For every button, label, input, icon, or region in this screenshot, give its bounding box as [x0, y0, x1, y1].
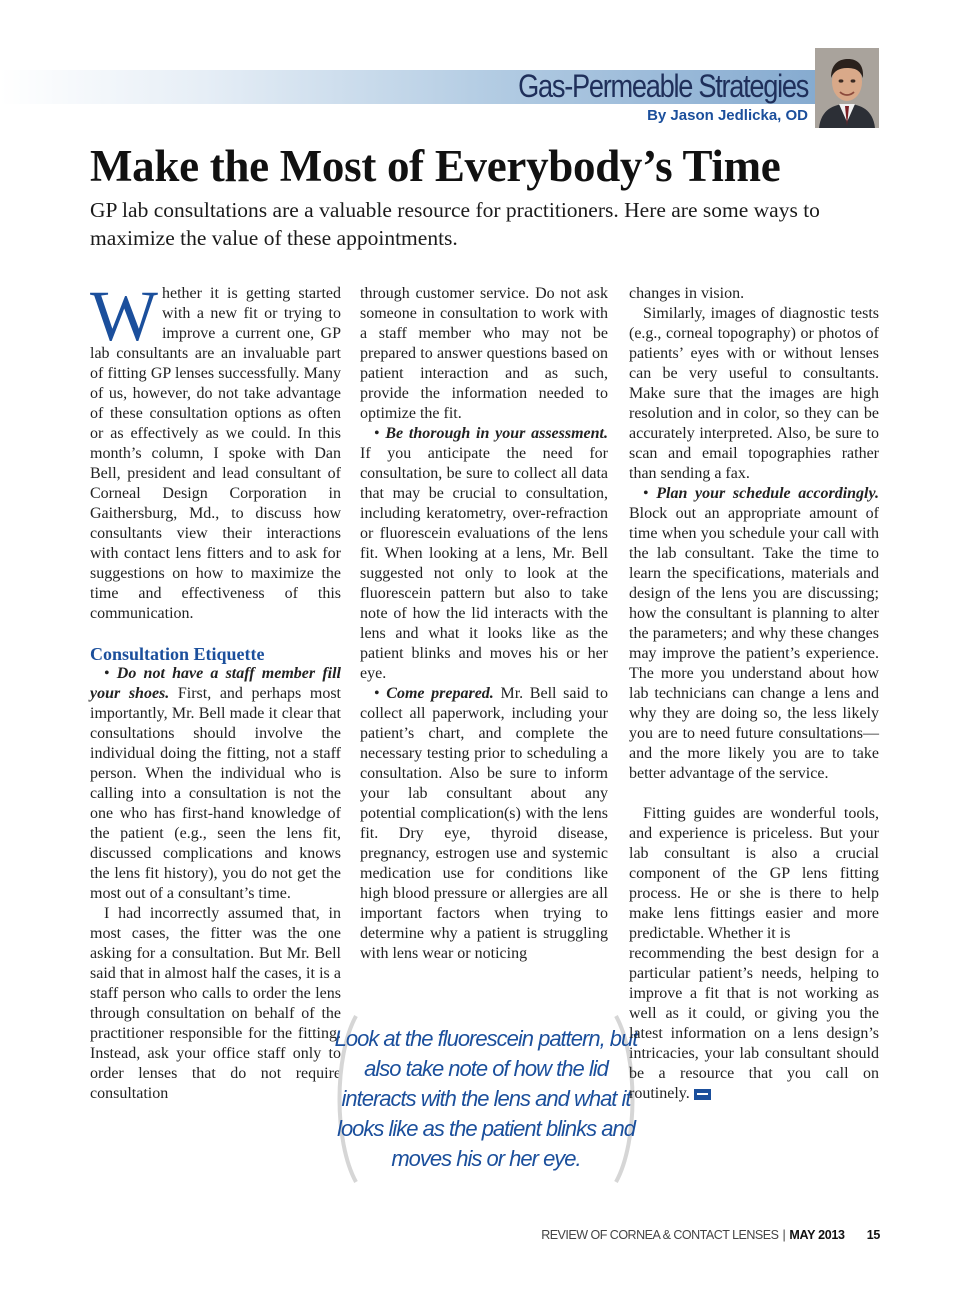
- body-paragraph: changes in vision.: [629, 285, 745, 302]
- bullet-lead: Come prepared.: [386, 685, 494, 702]
- closing-paragraph: Fitting guides are wonderful tools, and experience is priceless. But your lab consultant is also a crucial component of the GP lens fitting process. He or she is there to help make lens fittings easier and more predictable. Whether it is: [629, 805, 879, 942]
- author-byline: By Jason Jedlicka, OD: [647, 107, 808, 124]
- bullet-lead: Plan your schedule accordingly.: [656, 485, 880, 502]
- article-headline: Make the Most of Everybody’s Time: [90, 141, 781, 191]
- bullet-paragraph-prepared: • Come prepared. Mr. Bell said to collect all paperwork, including your patient’s chart, and complete the necessary testing prior to scheduling a consultation. Also be sure to inform your lab consultant about any potential complication(s) with the lens fit. Dry eye, thyroid disease, pregnancy, estrogen use and systemic medication use for conditions like high blood pressure or allergies are all important factors when trying to determine why a patient is struggling with lens wear or noticing: [360, 685, 609, 962]
- drop-cap: W: [90, 276, 158, 356]
- closing-text: recommending the best design for a particular patient’s needs, helping to improve a fit that is not working as well as it could, or giving you the latest information on a lens design’s intricacies, your lab consultant should be a resource that you call on routinely.: [629, 945, 879, 1102]
- bullet-text: Mr. Bell said to collect all paperwork, including your patient’s chart, and complete the necessary testing prior to scheduling a consultation. Also be sure to inform your lab consultant about any potential complication(s) with the lens fit. Dry eye, thyroid disease, pregnancy, estrogen use and systemic medication use for conditions like high blood pressure or allergies are all important factors when trying to determine why a patient is struggling with lens wear or noticing: [360, 685, 609, 962]
- author-portrait-icon: [815, 48, 879, 128]
- page-footer: [541, 1228, 880, 1242]
- bullet-paragraph-thorough: • Be thorough in your assessment. If you anticipate the need for consultation, be sure to collect all data that may be crucial to consultation, including keratometry, over-refraction or fluorescein evaluations of the lens fit. When looking at a lens, Mr. Bell suggested not only to look at the fluorescein pattern but also to take note of how the lid interacts with the lens and what it looks like as the patient blinks and moves his or her eye.: [360, 425, 608, 682]
- magazine-name: REVIEW OF CORNEA & CONTACT LENSES: [541, 1228, 779, 1242]
- bullet-lead: Be thorough in your assessment.: [385, 425, 608, 442]
- author-photo: [815, 48, 879, 128]
- body-paragraph: I had incorrectly assumed that, in most cases, the fitter was the one asking for a consultation. But Mr. Bell said that in almost half the cases, it is a staff person who calls to order the lens through consultation on behalf of the practitioner responsible for the fitting. Instead, ask your office staff only to order lenses that do not require consultation: [90, 905, 341, 1102]
- pull-quote: [330, 1014, 642, 1184]
- bullet-lead: Do not have a staff member fill your shoes.: [90, 665, 341, 702]
- article-subhead: GP lab consultations are a valuable resource for practitioners. Here are some ways to maximize the value of these appointments.: [90, 198, 820, 250]
- intro-text: hether it is getting started with a new fit or trying to improve a current one, GP lab consultants are an invaluable part of fitting GP lenses successfully. Many of us, however, do not take advantage of these consultation options as often or as effectively as we could. In this month’s column, I spoke with Dan Bell, president and lead consultant of Corneal Design Corporation in Gaithersburg, Md., to discuss how consultants view their interactions with contact lens fitters and to ask for suggestions on how to maximize the time and effectiveness of this communication.: [90, 285, 341, 622]
- section-heading: Consultation Etiquette: [90, 644, 265, 664]
- bullet-paragraph-staff: • Do not have a staff member fill your shoes. First, and perhaps most importantly, Mr. Bell made it clear that consultations should involve the individual doing the fitting, not a staff person. When the individual who is calling into a consultation is not the one who has first-hand knowledge of the patient (e.g., seen the lens fit, discussed complications and knows the lens fit history), you do not get the most out of a consultant’s time.: [90, 665, 341, 902]
- body-paragraph: through customer service. Do not ask someone in consultation to work with a staff member who may not be prepared to answer questions based on patient interaction and as such, provide the information needed to optimize the fit.: [360, 285, 608, 422]
- body-paragraph: Similarly, images of diagnostic tests (e.g., corneal topography) or photos of patients’ eyes with or without lenses can be very useful to consultants. Make sure that the images are high resolution and in color, so they can be accurately interpreted. Also, be sure to scan and email topographies rather than sending a fax.: [629, 305, 879, 482]
- page-number: 15: [866, 1228, 880, 1242]
- bullet-paragraph-schedule: • Plan your schedule accordingly. Block out an appropriate amount of time when you schedule your call with the lab consultant. Take the time to learn the specifications, materials and design of the lens you are discussing; how the consultant is planning to alter the parameters; and why these changes may improve the patient’s experience. The more you understand about how lab technicians can change a lens and why they are doing so, the less likely you are to need future consultations—and the more likely you are to take better advantage of the service.: [629, 485, 880, 782]
- intro-paragraph: [90, 276, 341, 624]
- article-column-3: [629, 284, 879, 1104]
- footer-separator: |: [782, 1228, 786, 1242]
- issue-date: MAY 2013: [789, 1228, 845, 1242]
- bullet-text: First, and perhaps most importantly, Mr. Bell made it clear that consultations should involve the individual doing the fitting, not a staff person. When the individual who is calling into a consultation is not the one who has first-hand knowledge of the patient (e.g., seen the lens fit, discussed complications and knows the lens fit history), you do not get the most out of a consultant’s time.: [90, 685, 341, 902]
- article-column-2: [360, 284, 608, 964]
- column-title: Gas-Permeable Strategies: [518, 68, 808, 104]
- bullet-text: Block out an appropriate amount of time when you schedule your call with the lab consultant. Take the time to learn the specifications, materials and design of the lens you are discussing; how the consultant is planning to alter the parameters; and why these changes may improve the patient’s experience. The more you understand about how lab technicians can change a lens and why they are doing so, the less likely you are to need future consultations—and the more likely you are to take better advantage of the service.: [629, 505, 879, 782]
- article-column-1: [90, 276, 341, 1104]
- end-mark-icon: [694, 1089, 711, 1100]
- pull-quote-text: Look at the fluorescein pattern, but also take note of how the lid interacts with the lens and what it looks like as the patient blinks and moves his or her eye.: [334, 1026, 638, 1171]
- paragraph-gap: [629, 784, 879, 804]
- bullet-text: If you anticipate the need for consultation, be sure to collect all data that may be crucial to consultation, including keratometry, over-refraction or fluorescein evaluations of the lens fit. When looking at a lens, Mr. Bell suggested not only to look at the fluorescein pattern but also to take note of how the lid interacts with the lens and what it looks like as the patient blinks and moves his or her eye.: [360, 445, 608, 682]
- closing-paragraph-wrapped: [629, 944, 879, 1104]
